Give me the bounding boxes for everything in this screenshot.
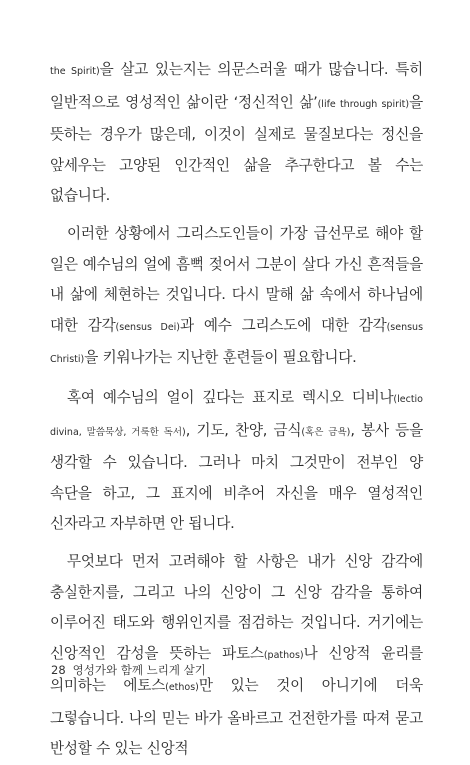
latin-term: (life through spirit): [317, 98, 410, 110]
text-run: , 봉사 등을 생각할 수 있습니다. 그러나 마치 그것만이 전부인 양 속단을 하고, 그 표지에 비추어 자신을 매우 열성적인 신자라고 자부하면 안 됩니다.: [50, 421, 423, 533]
text-run: 을 살고 있는지는 의문스러울 때가 많습니다. 특히 일반적으로 영성적인 삶이란 ‘정신적인 삶’: [50, 61, 423, 111]
text-run: 혹여 예수님의 얼이 깊다는 표지로 렉시오 디비나: [67, 388, 394, 406]
annotation: (혹은 금욕): [301, 426, 351, 438]
latin-term: (ethos): [165, 682, 199, 694]
text-run: 이러한 상황에서 그리스도인들이 가장 급선무로 해야 할 일은 예수님의 얼에 흠뻑 젖어서 그분이 살다 가신 흔적들을 내 삶에 체현하는 것입니다. 다시 말해 삶 속에서 하나님에 대한 감각: [50, 224, 423, 334]
page-footer: [51, 662, 206, 678]
body-text: [50, 55, 423, 765]
text-run: 무엇보다 먼저 고려해야 할 사항은 내가 신앙 감각에 충실한지를, 그리고 나의 신앙이 그 신앙 감각을 통하여 이루어진 태도와 행위인지를 점검하는 것입니다. 거기에는 신앙적인 감성을 뜻하는 파토스: [50, 552, 423, 662]
latin-term: (lectio divina, 말씀묵상, 거룩한 독서): [50, 393, 423, 438]
text-run: 만 있는 것이 아니기에 더욱 그렇습니다. 나의 믿는 바가 올바르고 건전한가를 따져 묻고 반성할 수 있는 신앙적: [50, 677, 423, 758]
latin-term: (sensus Christi): [50, 321, 424, 366]
text-run: 과 예수 그리스도에 대한 감각: [180, 316, 387, 334]
latin-term: the Spirit): [50, 66, 100, 77]
paragraph-4: [50, 547, 423, 765]
text-run: 을 뜻하는 경우가 많은데, 이것이 실제로 물질보다는 정신을 앞세우는 고양된 인간적인 삶을 추구한다고 볼 수는 없습니다.: [50, 93, 423, 205]
text-run: 을 키워나가는 지난한 훈련들이 필요합니다.: [84, 349, 357, 367]
book-title: 영성가와 함께 느리게 살기: [72, 663, 206, 677]
page-number: 28: [51, 663, 66, 677]
latin-term: (sensus Dei): [115, 321, 181, 333]
paragraph-3: [50, 383, 423, 540]
latin-term: (pathos): [263, 649, 304, 661]
paragraph-2: [50, 219, 423, 376]
text-run: , 기도, 찬양, 금식: [185, 421, 302, 439]
text-run: 나 신앙적 윤리를 의미하는 에토스: [50, 644, 423, 695]
paragraph-1: [50, 55, 423, 212]
